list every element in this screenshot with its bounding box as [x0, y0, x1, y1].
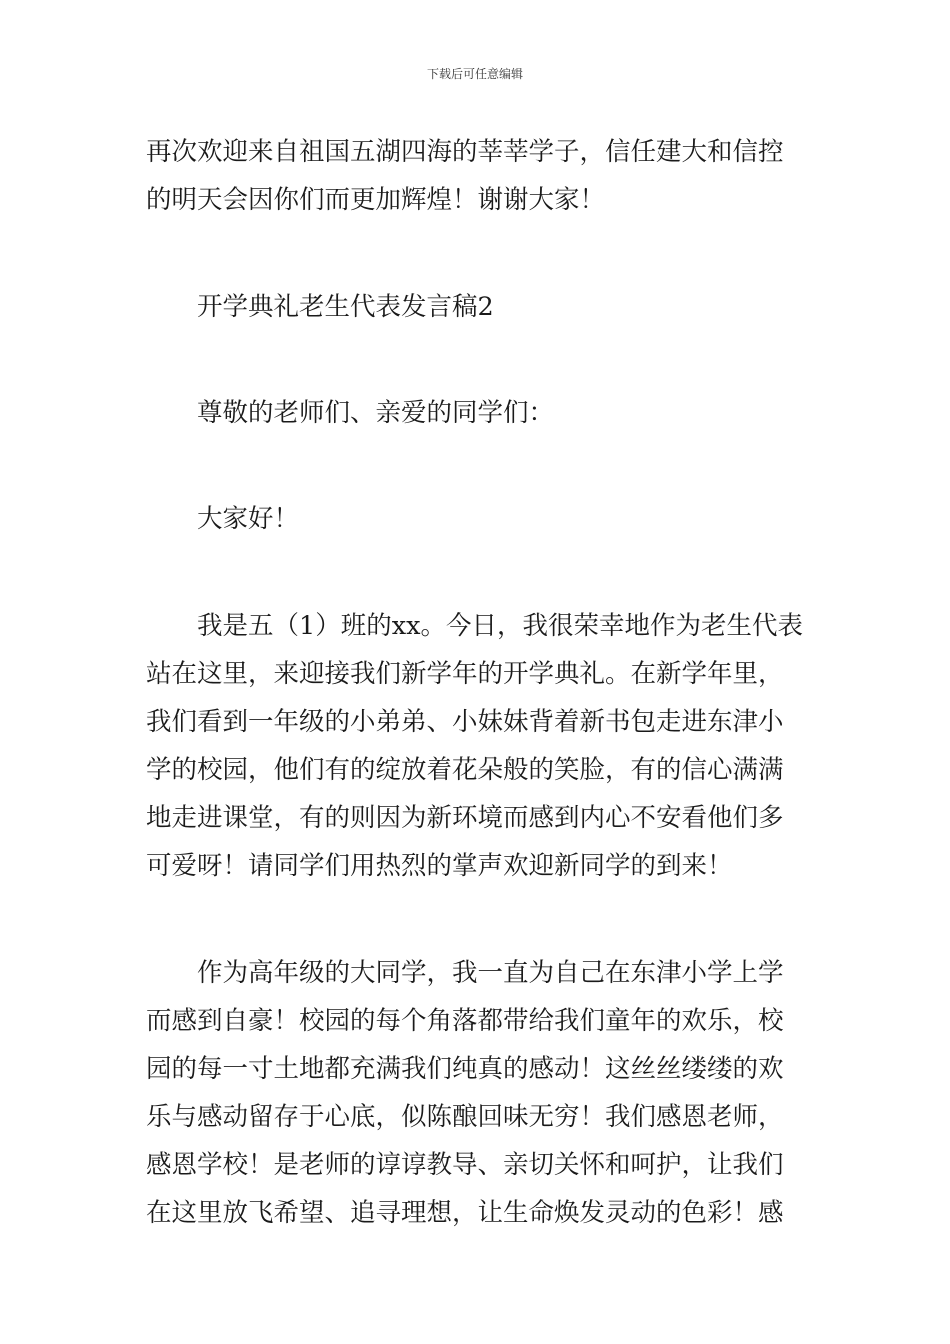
- intro-paragraph: [146, 128, 810, 224]
- text-line: 的明天会因你们而更加辉煌！谢谢大家！: [146, 185, 606, 215]
- speech-title: 开学典礼老生代表发言稿2: [197, 292, 494, 322]
- text-line: 站在这里，来迎接我们新学年的开学典礼。在新学年里，: [146, 659, 784, 689]
- text-line: 地走进课堂，有的则因为新环境而感到内心不安看他们多: [146, 803, 784, 833]
- document-body: [146, 128, 810, 1237]
- text-line: 我是五（1）班的xx。今日，我很荣幸地作为老生代表: [197, 611, 803, 641]
- salutation-paragraph: [146, 389, 810, 437]
- text-line: 乐与感动留存于心底，似陈酿回味无穷！我们感恩老师，: [146, 1102, 784, 1132]
- text-line: 园的每一寸土地都充满我们纯真的感动！这丝丝缕缕的欢: [146, 1054, 784, 1084]
- header-note: 下载后可任意编辑: [426, 67, 523, 81]
- greeting-paragraph: [146, 495, 810, 543]
- text-line: 感恩学校！是老师的谆谆教导、亲切关怀和呵护，让我们: [146, 1150, 784, 1180]
- body-paragraph-1: [146, 602, 810, 890]
- paragraph-gap: [146, 437, 810, 495]
- text-line: 而感到自豪！校园的每个角落都带给我们童年的欢乐，校: [146, 1006, 784, 1036]
- salutation: 尊敬的老师们、亲爱的同学们：: [197, 398, 555, 428]
- text-line: 作为高年级的大同学，我一直为自己在东津小学上学: [197, 958, 784, 988]
- text-line: 再次欢迎来自祖国五湖四海的莘莘学子，信任建大和信控: [146, 137, 784, 167]
- text-line: 学的校园，他们有的绽放着花朵般的笑脸，有的信心满满: [146, 755, 784, 785]
- paragraph-gap: [146, 543, 810, 602]
- speech-title-paragraph: [146, 283, 810, 331]
- paragraph-gap: [146, 331, 810, 389]
- paragraph-gap: [146, 224, 810, 283]
- text-line: 在这里放飞希望、追寻理想，让生命焕发灵动的色彩！感: [146, 1198, 784, 1228]
- body-paragraph-2: [146, 949, 810, 1237]
- paragraph-gap: [146, 890, 810, 949]
- greeting: 大家好！: [197, 504, 300, 534]
- text-line: 可爱呀！请同学们用热烈的掌声欢迎新同学的到来！: [146, 851, 733, 881]
- text-line: 我们看到一年级的小弟弟、小妹妹背着新书包走进东津小: [146, 707, 784, 737]
